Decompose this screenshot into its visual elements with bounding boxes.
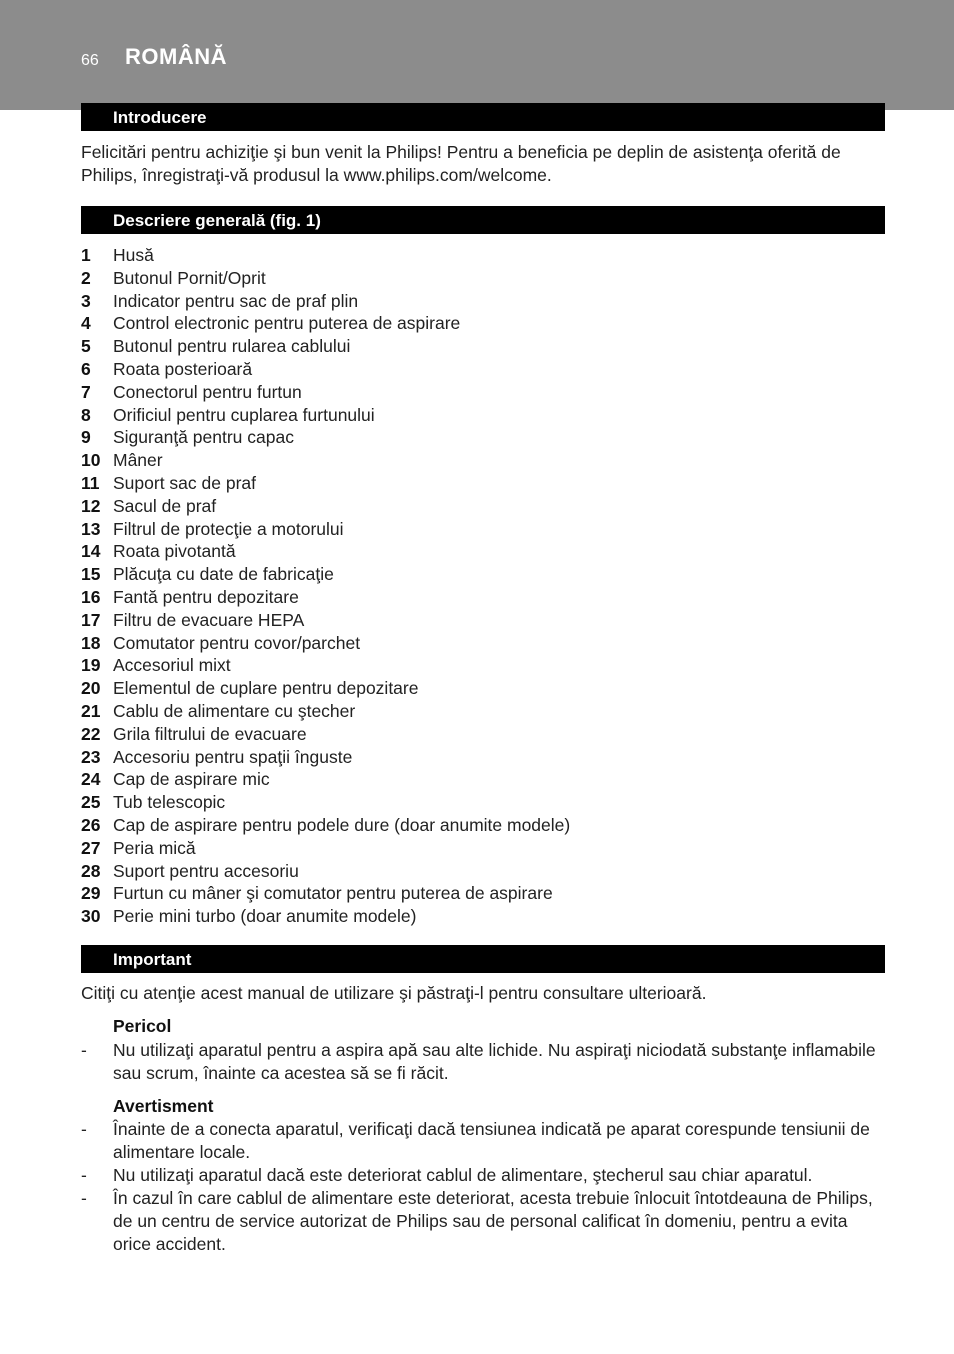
- part-label: Perie mini turbo (doar anumite modele): [113, 906, 417, 927]
- part-item: [81, 814, 570, 837]
- part-label: Furtun cu mâner şi comutator pentru puterea de aspirare: [113, 883, 553, 904]
- bullet-dash: -: [81, 1040, 87, 1060]
- warning-bullet: [81, 1164, 887, 1187]
- part-item: [81, 723, 570, 746]
- part-item: [81, 518, 570, 541]
- part-label: Peria mică: [113, 837, 196, 858]
- part-label: Suport sac de praf: [113, 472, 256, 493]
- part-number: 22: [81, 723, 101, 744]
- part-number: 2: [81, 267, 91, 288]
- bullet-text: Înainte de a conecta aparatul, verificaţi dacă tensiunea indicată pe aparat corespunde tensiunii de alimentare locale.: [113, 1119, 870, 1162]
- part-number: 1: [81, 245, 91, 265]
- part-item: [81, 449, 570, 472]
- section-title: Introducere: [113, 108, 207, 127]
- part-item: [81, 290, 570, 313]
- section-bar-overview: [81, 206, 885, 234]
- bullet-text: Nu utilizaţi aparatul dacă este deteriorat cablul de alimentare, ştecherul sau chiar aparatul.: [113, 1165, 813, 1185]
- part-label: Mâner: [113, 450, 163, 471]
- part-label: Accesoriul mixt: [113, 655, 231, 676]
- part-item: [81, 746, 570, 769]
- warning-heading: Avertisment: [113, 1096, 214, 1116]
- part-label: Sacul de praf: [113, 495, 217, 516]
- parts-list: [81, 244, 570, 928]
- part-item: [81, 540, 570, 563]
- bullet-dash: -: [81, 1119, 87, 1139]
- part-item: [81, 586, 570, 609]
- part-item: [81, 563, 570, 586]
- part-number: 23: [81, 746, 101, 767]
- part-label: Tub telescopic: [113, 792, 226, 813]
- intro-paragraph: Felicitări pentru achiziţie şi bun venit la Philips! Pentru a beneficia pe deplin de asistenţa oferită de Philips, înregistraţi-vă produsul la www.philips.com/welcome.: [81, 142, 841, 185]
- part-number: 19: [81, 655, 101, 676]
- part-item: [81, 632, 570, 655]
- part-label: Suport pentru accesoriu: [113, 860, 299, 881]
- part-number: 21: [81, 700, 101, 721]
- part-label: Husă: [113, 245, 154, 265]
- part-number: 6: [81, 358, 91, 379]
- danger-bullet: [81, 1039, 887, 1085]
- part-item: [81, 267, 570, 290]
- part-item: [81, 837, 570, 860]
- part-item: [81, 654, 570, 677]
- part-label: Cablu de alimentare cu ştecher: [113, 700, 356, 721]
- part-number: 17: [81, 609, 101, 630]
- part-number: 15: [81, 564, 101, 585]
- section-bar-important: [81, 945, 885, 973]
- part-label: Conectorul pentru furtun: [113, 381, 302, 402]
- bullet-text: Nu utilizaţi aparatul pentru a aspira apă sau alte lichide. Nu aspiraţi niciodată substanţe inflamabile sau scrum, înainte ca acestea să se fi răcit.: [113, 1040, 876, 1083]
- language-title: ROMÂNĂ: [125, 44, 227, 69]
- part-label: Indicator pentru sac de praf plin: [113, 290, 359, 311]
- part-item: [81, 700, 570, 723]
- part-label: Roata pivotantă: [113, 541, 236, 562]
- part-item: [81, 882, 570, 905]
- part-number: 16: [81, 586, 101, 607]
- part-label: Butonul Pornit/Oprit: [113, 267, 266, 288]
- bullet-dash: -: [81, 1165, 87, 1185]
- part-number: 12: [81, 495, 101, 516]
- section-title: Descriere generală (fig. 1): [113, 211, 321, 230]
- part-item: [81, 677, 570, 700]
- part-label: Accesoriu pentru spaţii înguste: [113, 746, 353, 767]
- part-number: 10: [81, 450, 101, 471]
- part-number: 28: [81, 860, 101, 881]
- part-number: 11: [81, 472, 100, 493]
- part-item: [81, 358, 570, 381]
- part-number: 8: [81, 404, 91, 425]
- part-item: [81, 860, 570, 883]
- part-label: Elementul de cuplare pentru depozitare: [113, 678, 419, 699]
- bullet-text: În cazul în care cablul de alimentare este deteriorat, acesta trebuie înlocuit întotdeauna de Philips, de un centru de service autorizat de Philips sau de personal calificat în domeniu, pentru a evita orice accident.: [113, 1188, 873, 1254]
- bullet-dash: -: [81, 1188, 87, 1208]
- part-item: [81, 335, 570, 358]
- part-number: 26: [81, 814, 101, 835]
- part-number: 27: [81, 837, 101, 858]
- part-item: [81, 244, 570, 267]
- part-number: 13: [81, 518, 101, 539]
- part-number: 29: [81, 883, 101, 904]
- part-label: Control electronic pentru puterea de aspirare: [113, 313, 461, 334]
- part-item: [81, 609, 570, 632]
- part-label: Filtrul de protecţie a motorului: [113, 518, 344, 539]
- part-number: 14: [81, 541, 101, 562]
- section-title: Important: [113, 950, 192, 969]
- part-number: 25: [81, 792, 101, 813]
- part-item: [81, 768, 570, 791]
- part-number: 9: [81, 427, 91, 448]
- danger-heading: Pericol: [113, 1016, 172, 1036]
- part-item: [81, 381, 570, 404]
- part-number: 3: [81, 290, 91, 311]
- part-item: [81, 312, 570, 335]
- part-label: Filtru de evacuare HEPA: [113, 609, 305, 630]
- part-label: Orificiul pentru cuplarea furtunului: [113, 404, 375, 425]
- part-number: 24: [81, 769, 101, 790]
- part-item: [81, 905, 570, 928]
- part-number: 5: [81, 336, 91, 357]
- part-number: 4: [81, 313, 91, 334]
- warning-bullet: [81, 1118, 887, 1164]
- part-number: 7: [81, 381, 91, 402]
- part-item: [81, 791, 570, 814]
- important-paragraph: Citiţi cu atenţie acest manual de utilizare şi păstraţi-l pentru consultare ulterioară.: [81, 983, 707, 1003]
- page-header: [0, 0, 954, 110]
- page-number: 66: [81, 52, 99, 69]
- warning-bullet: [81, 1187, 887, 1255]
- part-label: Siguranţă pentru capac: [113, 427, 294, 448]
- part-number: 18: [81, 632, 101, 653]
- part-label: Grila filtrului de evacuare: [113, 723, 307, 744]
- part-item: [81, 472, 570, 495]
- part-item: [81, 426, 570, 449]
- part-label: Fantă pentru depozitare: [113, 586, 299, 607]
- part-label: Comutator pentru covor/parchet: [113, 632, 361, 653]
- part-item: [81, 404, 570, 427]
- part-number: 30: [81, 906, 101, 927]
- section-bar-introduction: [81, 103, 885, 131]
- part-label: Plăcuţa cu date de fabricaţie: [113, 564, 334, 585]
- part-label: Roata posterioară: [113, 358, 253, 379]
- part-number: 20: [81, 678, 101, 699]
- part-label: Butonul pentru rularea cablului: [113, 336, 351, 357]
- part-item: [81, 495, 570, 518]
- part-label: Cap de aspirare mic: [113, 769, 270, 790]
- part-label: Cap de aspirare pentru podele dure (doar anumite modele): [113, 814, 571, 835]
